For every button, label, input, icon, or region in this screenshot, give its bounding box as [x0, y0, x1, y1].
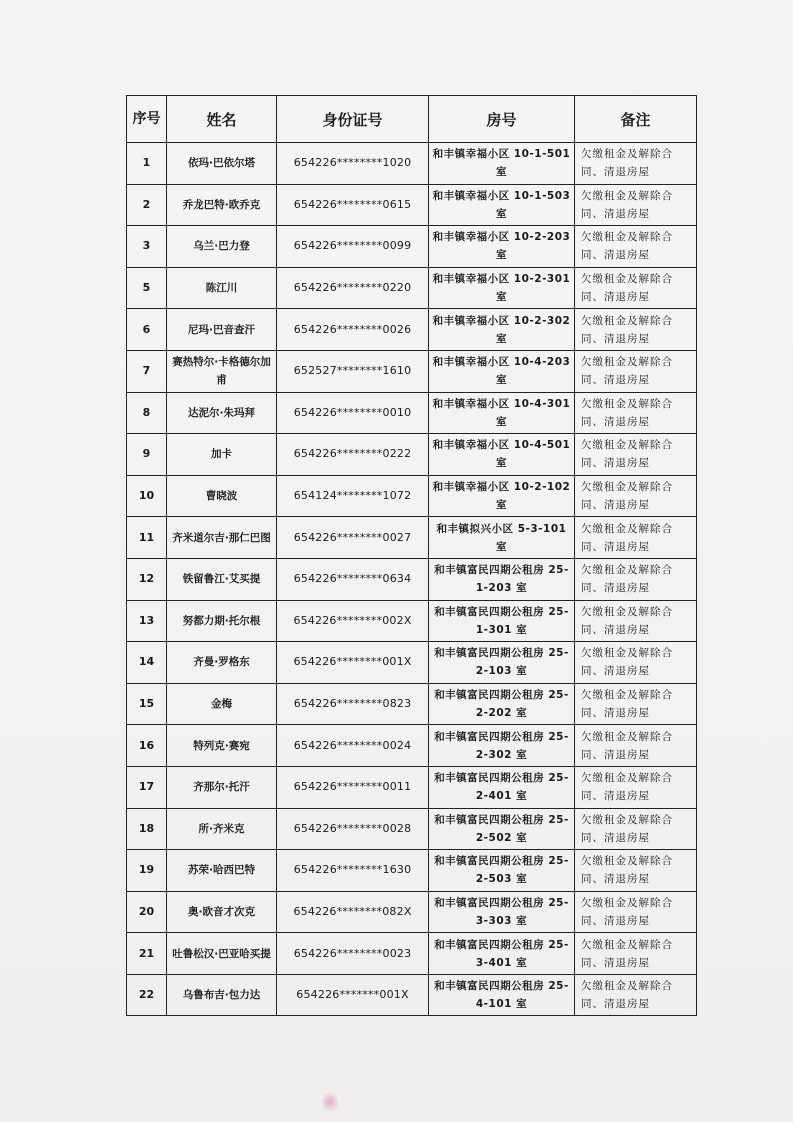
table-row	[127, 350, 697, 392]
cell-id-number: 654226********0028	[277, 808, 429, 850]
cell-remarks: 欠缴租金及解除合同、清退房屋	[575, 808, 697, 850]
cell-room-number: 和丰镇幸福小区 10-1-501 室	[429, 143, 575, 185]
table-row	[127, 600, 697, 642]
cell-name: 乌鲁布吉·包力达	[167, 974, 277, 1016]
cell-name: 吐鲁松汉·巴亚哈买提	[167, 933, 277, 975]
cell-room-number: 和丰镇富民四期公租房 25-2-103 室	[429, 642, 575, 684]
header-name: 姓名	[167, 96, 277, 143]
cell-room-number: 和丰镇幸福小区 10-2-301 室	[429, 267, 575, 309]
cell-id-number: 654226********0615	[277, 184, 429, 226]
header-id-number: 身份证号	[277, 96, 429, 143]
cell-serial-number: 20	[127, 891, 167, 933]
table-header-row	[127, 96, 697, 143]
cell-room-number: 和丰镇富民四期公租房 25-1-203 室	[429, 558, 575, 600]
cell-remarks: 欠缴租金及解除合同、清退房屋	[575, 226, 697, 268]
table-row	[127, 766, 697, 808]
cell-name: 陈江川	[167, 267, 277, 309]
cell-serial-number: 1	[127, 143, 167, 185]
cell-name: 乔龙巴特·欧乔克	[167, 184, 277, 226]
cell-room-number: 和丰镇幸福小区 10-4-203 室	[429, 350, 575, 392]
cell-serial-number: 5	[127, 267, 167, 309]
cell-id-number: 654226********0011	[277, 766, 429, 808]
cell-remarks: 欠缴租金及解除合同、清退房屋	[575, 475, 697, 517]
cell-serial-number: 13	[127, 600, 167, 642]
cell-room-number: 和丰镇富民四期公租房 25-4-101 室	[429, 974, 575, 1016]
cell-id-number: 654226********001X	[277, 642, 429, 684]
cell-serial-number: 12	[127, 558, 167, 600]
cell-serial-number: 8	[127, 392, 167, 434]
table-row	[127, 558, 697, 600]
cell-room-number: 和丰镇幸福小区 10-4-501 室	[429, 434, 575, 476]
cell-remarks: 欠缴租金及解除合同、清退房屋	[575, 350, 697, 392]
cell-remarks: 欠缴租金及解除合同、清退房屋	[575, 642, 697, 684]
table-row	[127, 808, 697, 850]
cell-id-number: 654226********0099	[277, 226, 429, 268]
cell-remarks: 欠缴租金及解除合同、清退房屋	[575, 974, 697, 1016]
cell-remarks: 欠缴租金及解除合同、清退房屋	[575, 766, 697, 808]
cell-remarks: 欠缴租金及解除合同、清退房屋	[575, 267, 697, 309]
cell-serial-number: 11	[127, 517, 167, 559]
cell-name: 齐曼·罗格东	[167, 642, 277, 684]
table-body	[127, 143, 697, 1016]
cell-name: 努都力期·托尔根	[167, 600, 277, 642]
cell-room-number: 和丰镇幸福小区 10-2-203 室	[429, 226, 575, 268]
table-row	[127, 184, 697, 226]
cell-id-number: 652527********1610	[277, 350, 429, 392]
tenant-table-wrapper	[126, 95, 696, 1016]
cell-room-number: 和丰镇富民四期公租房 25-3-401 室	[429, 933, 575, 975]
table-row	[127, 434, 697, 476]
cell-name: 乌兰·巴力登	[167, 226, 277, 268]
table-row	[127, 850, 697, 892]
cell-serial-number: 3	[127, 226, 167, 268]
cell-name: 奥·欧音才次克	[167, 891, 277, 933]
cell-remarks: 欠缴租金及解除合同、清退房屋	[575, 891, 697, 933]
cell-serial-number: 6	[127, 309, 167, 351]
cell-name: 金梅	[167, 683, 277, 725]
cell-remarks: 欠缴租金及解除合同、清退房屋	[575, 933, 697, 975]
cell-remarks: 欠缴租金及解除合同、清退房屋	[575, 558, 697, 600]
cell-id-number: 654226********0222	[277, 434, 429, 476]
cell-remarks: 欠缴租金及解除合同、清退房屋	[575, 517, 697, 559]
ink-smudge	[322, 1093, 338, 1111]
cell-remarks: 欠缴租金及解除合同、清退房屋	[575, 309, 697, 351]
cell-room-number: 和丰镇富民四期公租房 25-2-302 室	[429, 725, 575, 767]
cell-id-number: 654226********002X	[277, 600, 429, 642]
table-row	[127, 309, 697, 351]
cell-serial-number: 19	[127, 850, 167, 892]
table-row	[127, 725, 697, 767]
cell-id-number: 654226*******001X	[277, 974, 429, 1016]
cell-serial-number: 21	[127, 933, 167, 975]
table-row	[127, 933, 697, 975]
cell-name: 铁留鲁江·艾买提	[167, 558, 277, 600]
header-remarks: 备注	[575, 96, 697, 143]
table-row	[127, 517, 697, 559]
table-row	[127, 683, 697, 725]
cell-name: 齐米道尔吉·那仁巴图	[167, 517, 277, 559]
cell-room-number: 和丰镇富民四期公租房 25-1-301 室	[429, 600, 575, 642]
cell-serial-number: 9	[127, 434, 167, 476]
table-row	[127, 392, 697, 434]
cell-serial-number: 7	[127, 350, 167, 392]
cell-id-number: 654226********0027	[277, 517, 429, 559]
cell-name: 赛热特尔·卡格德尔加甫	[167, 350, 277, 392]
cell-remarks: 欠缴租金及解除合同、清退房屋	[575, 600, 697, 642]
cell-serial-number: 22	[127, 974, 167, 1016]
cell-serial-number: 17	[127, 766, 167, 808]
cell-name: 尼玛·巴音查汗	[167, 309, 277, 351]
cell-id-number: 654226********0026	[277, 309, 429, 351]
cell-serial-number: 2	[127, 184, 167, 226]
cell-id-number: 654226********0220	[277, 267, 429, 309]
cell-id-number: 654226********1630	[277, 850, 429, 892]
cell-id-number: 654226********1020	[277, 143, 429, 185]
table-row	[127, 226, 697, 268]
cell-room-number: 和丰镇拟兴小区 5-3-101 室	[429, 517, 575, 559]
cell-id-number: 654226********0024	[277, 725, 429, 767]
cell-name: 达泥尔·朱玛拜	[167, 392, 277, 434]
cell-room-number: 和丰镇富民四期公租房 25-2-503 室	[429, 850, 575, 892]
cell-id-number: 654226********0010	[277, 392, 429, 434]
cell-room-number: 和丰镇幸福小区 10-2-302 室	[429, 309, 575, 351]
cell-name: 曹晓波	[167, 475, 277, 517]
header-room-number: 房号	[429, 96, 575, 143]
cell-serial-number: 16	[127, 725, 167, 767]
cell-remarks: 欠缴租金及解除合同、清退房屋	[575, 850, 697, 892]
cell-serial-number: 14	[127, 642, 167, 684]
cell-name: 特列克·赛宛	[167, 725, 277, 767]
cell-name: 苏荣·哈西巴特	[167, 850, 277, 892]
cell-name: 加卡	[167, 434, 277, 476]
table-row	[127, 475, 697, 517]
cell-id-number: 654226********0634	[277, 558, 429, 600]
cell-remarks: 欠缴租金及解除合同、清退房屋	[575, 184, 697, 226]
cell-id-number: 654124********1072	[277, 475, 429, 517]
cell-id-number: 654226********0023	[277, 933, 429, 975]
cell-remarks: 欠缴租金及解除合同、清退房屋	[575, 683, 697, 725]
cell-room-number: 和丰镇富民四期公租房 25-2-401 室	[429, 766, 575, 808]
table-row	[127, 267, 697, 309]
cell-name: 齐那尔·托汗	[167, 766, 277, 808]
cell-name: 依玛·巴依尔塔	[167, 143, 277, 185]
tenant-table	[126, 95, 697, 1016]
cell-room-number: 和丰镇富民四期公租房 25-2-202 室	[429, 683, 575, 725]
table-row	[127, 891, 697, 933]
cell-room-number: 和丰镇富民四期公租房 25-3-303 室	[429, 891, 575, 933]
header-serial-number: 序号	[127, 96, 167, 143]
cell-name: 所·齐米克	[167, 808, 277, 850]
cell-id-number: 654226********0823	[277, 683, 429, 725]
cell-room-number: 和丰镇幸福小区 10-2-102 室	[429, 475, 575, 517]
cell-remarks: 欠缴租金及解除合同、清退房屋	[575, 434, 697, 476]
cell-serial-number: 10	[127, 475, 167, 517]
cell-remarks: 欠缴租金及解除合同、清退房屋	[575, 143, 697, 185]
table-row	[127, 143, 697, 185]
cell-id-number: 654226********082X	[277, 891, 429, 933]
cell-remarks: 欠缴租金及解除合同、清退房屋	[575, 392, 697, 434]
cell-room-number: 和丰镇幸福小区 10-4-301 室	[429, 392, 575, 434]
table-row	[127, 642, 697, 684]
cell-serial-number: 15	[127, 683, 167, 725]
cell-room-number: 和丰镇幸福小区 10-1-503 室	[429, 184, 575, 226]
cell-room-number: 和丰镇富民四期公租房 25-2-502 室	[429, 808, 575, 850]
table-row	[127, 974, 697, 1016]
cell-remarks: 欠缴租金及解除合同、清退房屋	[575, 725, 697, 767]
cell-serial-number: 18	[127, 808, 167, 850]
